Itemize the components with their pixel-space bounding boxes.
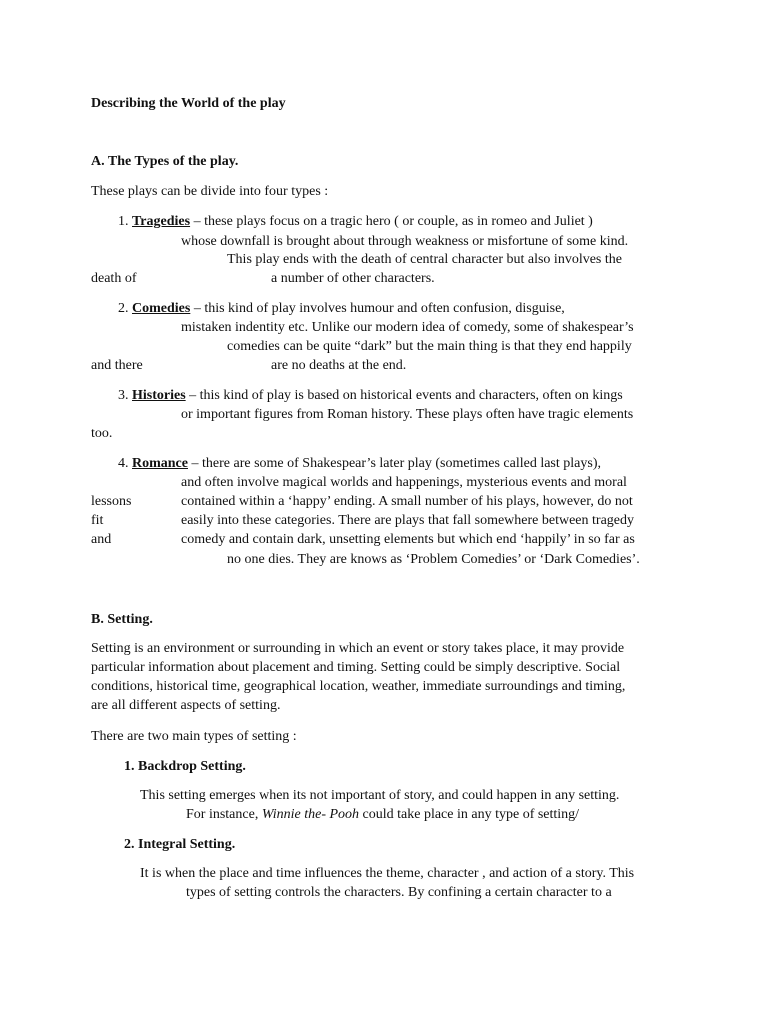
- integral-line: It is when the place and time influences the theme, character , and action of a story. This: [140, 866, 635, 881]
- paragraph-line: are all different aspects of setting.: [91, 698, 281, 713]
- item-line: no one dies. They are knows as ‘Problem Comedies’ or ‘Dark Comedies’.: [227, 552, 640, 567]
- item-text: – there are some of Shakespear’s later play (sometimes called last plays),: [188, 456, 601, 471]
- item-line: easily into these categories. There are plays that fall somewhere between tragedy: [181, 513, 634, 528]
- paragraph-line: particular information about placement and timing. Setting could be simply descriptive. Social: [91, 660, 621, 675]
- list-number: 1.: [118, 214, 129, 229]
- item-line: a number of other characters.: [271, 271, 435, 286]
- item-line: contained within a ‘happy’ ending. A small number of his plays, however, do not: [181, 494, 633, 509]
- item-line: and often involve magical worlds and happenings, mysterious events and moral: [181, 475, 627, 490]
- types-intro: There are two main types of setting :: [91, 729, 297, 744]
- integral-line: types of setting controls the characters. By confining a certain character to a: [186, 885, 612, 900]
- paragraph-line: Setting is an environment or surrounding in which an event or story takes place, it may provide: [91, 641, 625, 656]
- item-line: comedies can be quite “dark” but the main thing is that they end happily: [227, 339, 632, 354]
- text: For instance,: [186, 807, 262, 822]
- item-line: death of: [91, 271, 137, 286]
- list-item-tragedies: [118, 213, 593, 230]
- item-line: or important figures from Roman history. These plays often have tragic elements: [181, 407, 634, 422]
- item-line: whose downfall is brought about through weakness or misfortune of some kind.: [181, 234, 629, 249]
- item-text: – these plays focus on a tragic hero ( or couple, as in romeo and Juliet ): [190, 214, 593, 229]
- item-text: – this kind of play is based on historical events and characters, often on kings: [185, 388, 623, 403]
- item-line: This play ends with the death of central character but also involves the: [227, 252, 622, 267]
- term-tragedies: Tragedies: [132, 214, 191, 229]
- backdrop-heading: 1. Backdrop Setting.: [124, 759, 246, 774]
- term-histories: Histories: [132, 388, 186, 403]
- list-number: 2.: [118, 301, 129, 316]
- section-a-heading: A. The Types of the play.: [91, 154, 239, 169]
- item-line: are no deaths at the end.: [271, 358, 407, 373]
- section-a-intro: These plays can be divide into four types :: [91, 184, 329, 199]
- page-title: Describing the World of the play: [91, 96, 286, 111]
- item-line: comedy and contain dark, unsetting elements but which end ‘happily’ in so far as: [181, 532, 635, 547]
- term-comedies: Comedies: [132, 301, 191, 316]
- item-line: and there: [91, 358, 143, 373]
- backdrop-line: This setting emerges when its not important of story, and could happen in any setting.: [140, 788, 620, 803]
- backdrop-line: [186, 806, 579, 823]
- list-item-romance: [118, 455, 601, 472]
- item-line: mistaken indentity etc. Unlike our modern idea of comedy, some of shakespear’s: [181, 320, 634, 335]
- item-line: too.: [91, 426, 113, 441]
- item-line: and: [91, 532, 112, 547]
- term-romance: Romance: [132, 456, 188, 471]
- section-b-heading: B. Setting.: [91, 612, 153, 627]
- list-number: 3.: [118, 388, 129, 403]
- list-item-histories: [118, 387, 623, 404]
- integral-heading: 2. Integral Setting.: [124, 837, 236, 852]
- list-item-comedies: [118, 300, 565, 317]
- item-line: fit: [91, 513, 104, 528]
- text: could take place in any type of setting/: [359, 807, 580, 822]
- item-text: – this kind of play involves humour and often confusion, disguise,: [190, 301, 565, 316]
- paragraph-line: conditions, historical time, geographical location, weather, immediate surroundings and timing,: [91, 679, 626, 694]
- list-number: 4.: [118, 456, 129, 471]
- book-title: Winnie the- Pooh: [261, 807, 360, 822]
- item-line: lessons: [91, 494, 132, 509]
